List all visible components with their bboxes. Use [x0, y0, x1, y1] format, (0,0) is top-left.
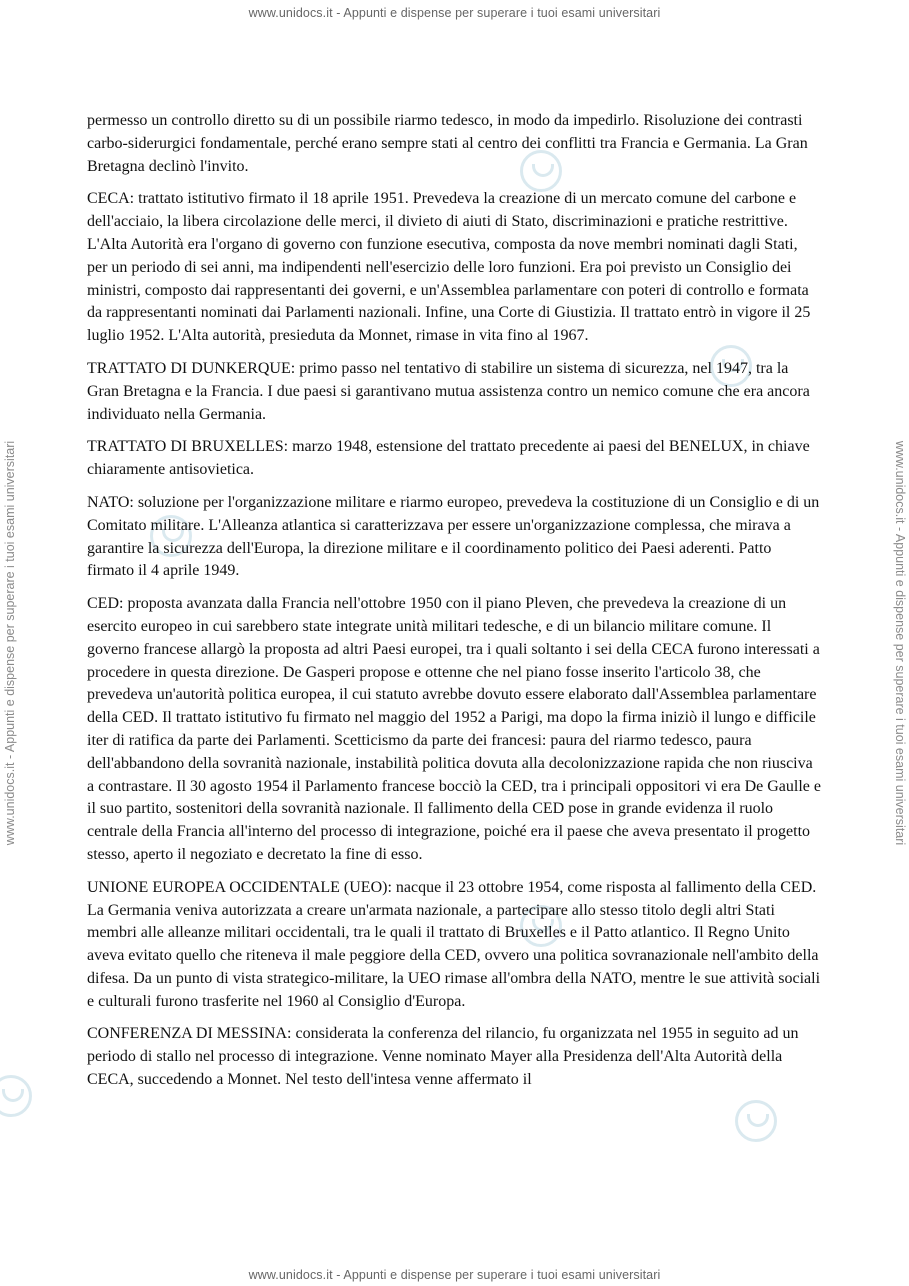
paragraph-dunkerque: TRATTATO DI DUNKERQUE: primo passo nel tentativo di stabilire un sistema di sicurezza, nel 1947, tra la Gran Bretagna e la Francia. I due paesi si garantivano mutua assistenza contro un nemico comune che era ancora individuato nella Germania. — [87, 359, 810, 423]
page-footer-watermark: www.unidocs.it - Appunti e dispense per superare i tuoi esami universitari — [248, 1268, 661, 1282]
paragraph-ceca: CECA: trattato istitutivo firmato il 18 aprile 1951. Prevedeva la creazione di un mercato comune del carbone e dell'acciaio, la libera circolazione delle merci, il divieto di aiuti di Stato, discriminazioni e pratiche restrittive. L'Alta Autorità era l'organo di governo con funzione esecutiva, composta da nove membri nominati dagli Stati, per un periodo di sei anni, ma indipendenti nell'esercizio delle loro funzioni. Era poi previsto un Consiglio dei ministri, composto dai rappresentanti dei governi, e un'Assemblea parlamentare con poteri di controllo e formata da rappresentanti nominati dai Parlamenti nazionali. Infine, una Corte di Giustizia. Il trattato entrò in vigore il 25 luglio 1952. L'Alta autorità, presieduta da Monnet, rimase in vita fino al 1967. — [87, 190, 811, 345]
paragraph-bruxelles: TRATTATO DI BRUXELLES: marzo 1948, estensione del trattato precedente ai paesi del BENELUX, in chiave chiaramente antisovietica. — [87, 438, 810, 479]
paragraph-ueo: UNIONE EUROPEA OCCIDENTALE (UEO): nacque il 23 ottobre 1954, come risposta al fallimento della CED. La Germania veniva autorizzata a creare un'armata nazionale, a partecipare allo stesso titolo degli altri Stati membri alle alleanze militari occidentali, tra le quali il trattato di Bruxelles e il Patto atlantico. Il Regno Unito aveva evitato quello che riteneva il male peggiore della CED, ovvero una politica sovranazionale nell'ambito della difesa. Da un punto di vista strategico-militare, la UEO rimase all'ombra della NATO, mentre le sue attività sociali e culturali furono trasferite nel 1960 al Consiglio d'Europa. — [87, 878, 821, 1010]
watermark-logo-icon — [735, 1100, 777, 1142]
paragraph-messina: CONFERENZA DI MESSINA: considerata la conferenza del rilancio, fu organizzata nel 1955 in seguito ad un periodo di stallo nel processo di integrazione. Venne nominato Mayer alla Presidenza dell'Alta Autorità della CECA, succedendo a Monnet. Nel testo dell'intesa venne affermato il — [87, 1025, 799, 1089]
paragraph-ced: CED: proposta avanzata dalla Francia nell'ottobre 1950 con il piano Pleven, che prevedeva la creazione di un esercito europeo in cui sarebbero state integrate unità militari tedesche, e di un bilancio militare comune. Il governo francese allargò la proposta ad altri Paesi europei, tra i quali soltanto i sei della CECA furono interessati a procedere in questa direzione. De Gasperi propose e ottenne che nel piano fosse inserito l'articolo 38, che prevedeva un'autorità politica europea, il cui statuto avrebbe dovuto essere elaborato dall'Assemblea parlamentare della CED. Il trattato istitutivo fu firmato nel maggio del 1952 a Parigi, ma dopo la firma iniziò il lungo e difficile iter di ratifica da parte dei Parlamenti. Scetticismo da parte dei francesi: paura del riarmo tedesco, paura dell'abbandono della sovranità nazionale, instabilità politica dovuta alla decolonizzazione rapida che non riusciva a contrastare. Il 30 agosto 1954 il Parlamento francese bocciò la CED, tra i principali oppositori vi era De Gaulle e il suo partito, sostenitori della sovranità nazionale. Il fallimento della CED pose in grande evidenza il ruolo centrale della Francia all'interno del processo di integrazione, poiché era il paese che aveva presentato il progetto stesso, aperto il negoziato e decretato la fine di esso. — [87, 595, 821, 863]
page-header-watermark: www.unidocs.it - Appunti e dispense per superare i tuoi esami universitari — [248, 6, 661, 20]
paragraph-nato: NATO: soluzione per l'organizzazione militare e riarmo europeo, prevedeva la costituzione di un Consiglio e di un Comitato militare. L'Alleanza atlantica si caratterizzava per essere un'organizzazione complessa, che mirava a garantire la sicurezza dell'Europa, la direzione militare e il coordinamento politico dei Paesi aderenti. Patto firmato il 4 aprile 1949. — [87, 493, 820, 580]
document-body — [87, 110, 822, 1102]
side-watermark-right: www.unidocs.it - Appunti e dispense per superare i tuoi esami universitari — [893, 440, 907, 846]
paragraph-intro: permesso un controllo diretto su di un possibile riarmo tedesco, in modo da impedirlo. Risoluzione dei contrasti carbo-siderurgici fondamentale, perché erano sempre stati al centro dei conflitti tra Francia e Germania. La Gran Bretagna declinò l'invito. — [87, 112, 808, 175]
watermark-logo-icon — [0, 1075, 32, 1117]
side-watermark-left: www.unidocs.it - Appunti e dispense per superare i tuoi esami universitari — [3, 440, 17, 846]
